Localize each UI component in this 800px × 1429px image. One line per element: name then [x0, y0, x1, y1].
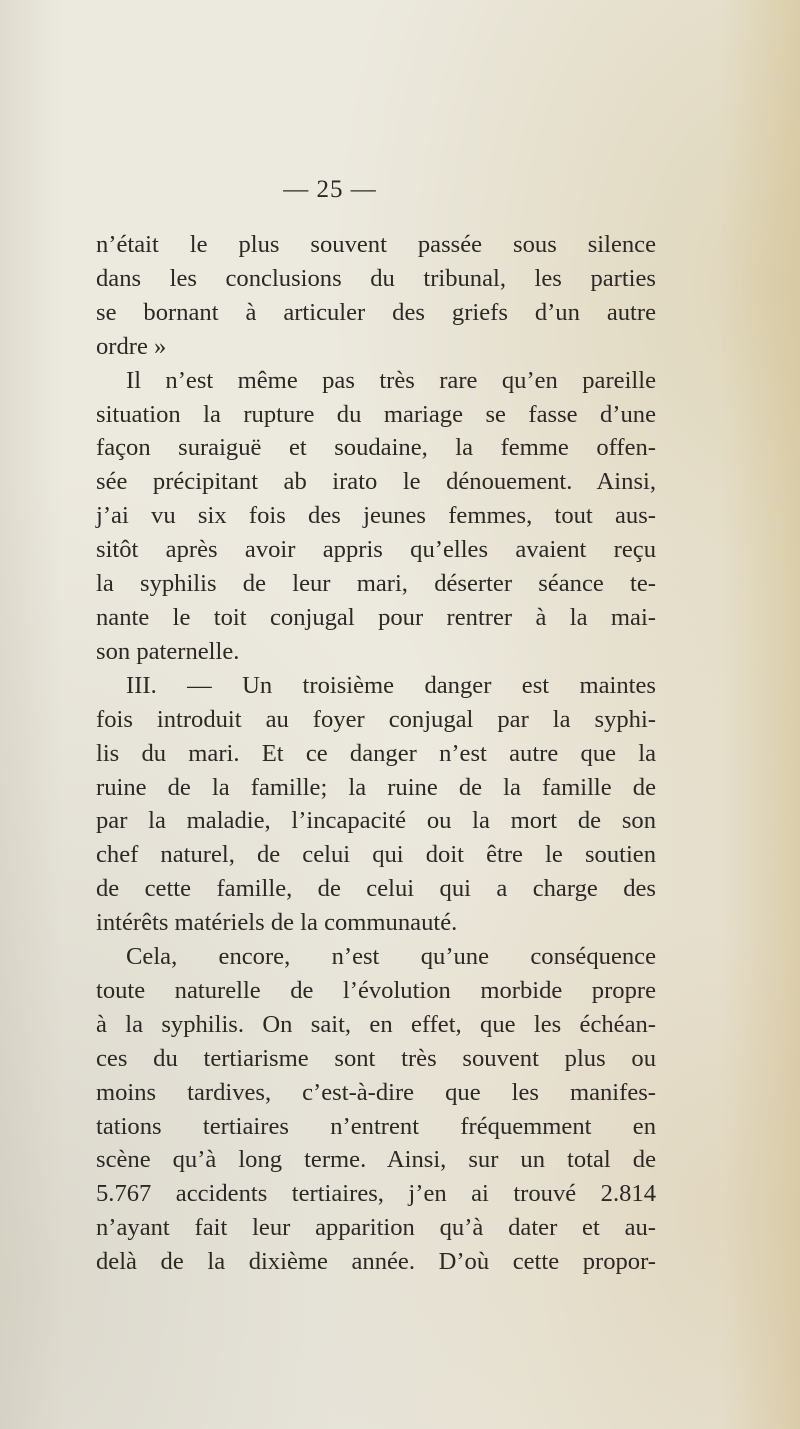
text-line: intérêts matériels de la communauté.: [96, 909, 458, 937]
text-line: sée précipitant ab irato le dénouement. Ainsi,: [96, 468, 656, 496]
text-line: fois introduit au foyer conjugal par la syphi-: [96, 705, 656, 733]
text-line: Cela, encore, n’est qu’une conséquence: [126, 943, 656, 971]
text-line: ces du tertiarisme sont très souvent plus ou: [96, 1044, 656, 1072]
body-text: [96, 228, 656, 1279]
text-line: III. — Un troisième danger est maintes: [126, 671, 656, 699]
text-line: se bornant à articuler des griefs d’un autre: [96, 298, 656, 326]
text-line: façon suraiguë et soudaine, la femme offen-: [96, 434, 656, 462]
page-number: — 25 —: [283, 176, 377, 203]
text-line: dans les conclusions du tribunal, les parties: [96, 264, 656, 292]
text-line: n’était le plus souvent passée sous silence: [96, 231, 656, 258]
text-line: lis du mari. Et ce danger n’est autre que la: [96, 739, 656, 767]
text-line: moins tardives, c’est-à-dire que les manifes-: [96, 1078, 656, 1106]
text-line: ruine de la famille; la ruine de la famille de: [96, 773, 656, 801]
text-line: tations tertiaires n’entrent fréquemment en: [96, 1112, 656, 1140]
text-line: la syphilis de leur mari, déserter séance te-: [96, 570, 656, 598]
text-line: sitôt après avoir appris qu’elles avaient reçu: [96, 536, 656, 564]
text-line: j’ai vu six fois des jeunes femmes, tout aus-: [96, 502, 656, 530]
text-line: nante le toit conjugal pour rentrer à la mai-: [96, 603, 656, 631]
text-line: de cette famille, de celui qui a charge des: [96, 875, 656, 903]
text-line: Il n’est même pas très rare qu’en pareille: [126, 366, 656, 394]
text-line: 5.767 accidents tertiaires, j’en ai trouvé 2.814: [96, 1180, 656, 1208]
text-line: scène qu’à long terme. Ainsi, sur un total de: [96, 1146, 656, 1174]
text-line: delà de la dixième année. D’où cette propor-: [96, 1248, 656, 1276]
text-line: toute naturelle de l’évolution morbide propre: [96, 976, 656, 1004]
text-line: situation la rupture du mariage se fasse d’une: [96, 400, 656, 428]
text-line: à la syphilis. On sait, en effet, que les échéan-: [96, 1010, 656, 1038]
text-line: n’ayant fait leur apparition qu’à dater et au-: [96, 1214, 656, 1242]
text-line: son paternelle.: [96, 637, 240, 665]
text-line: ordre »: [96, 332, 167, 360]
text-line: par la maladie, l’incapacité ou la mort de son: [96, 807, 656, 835]
text-line: chef naturel, de celui qui doit être le soutien: [96, 841, 656, 869]
